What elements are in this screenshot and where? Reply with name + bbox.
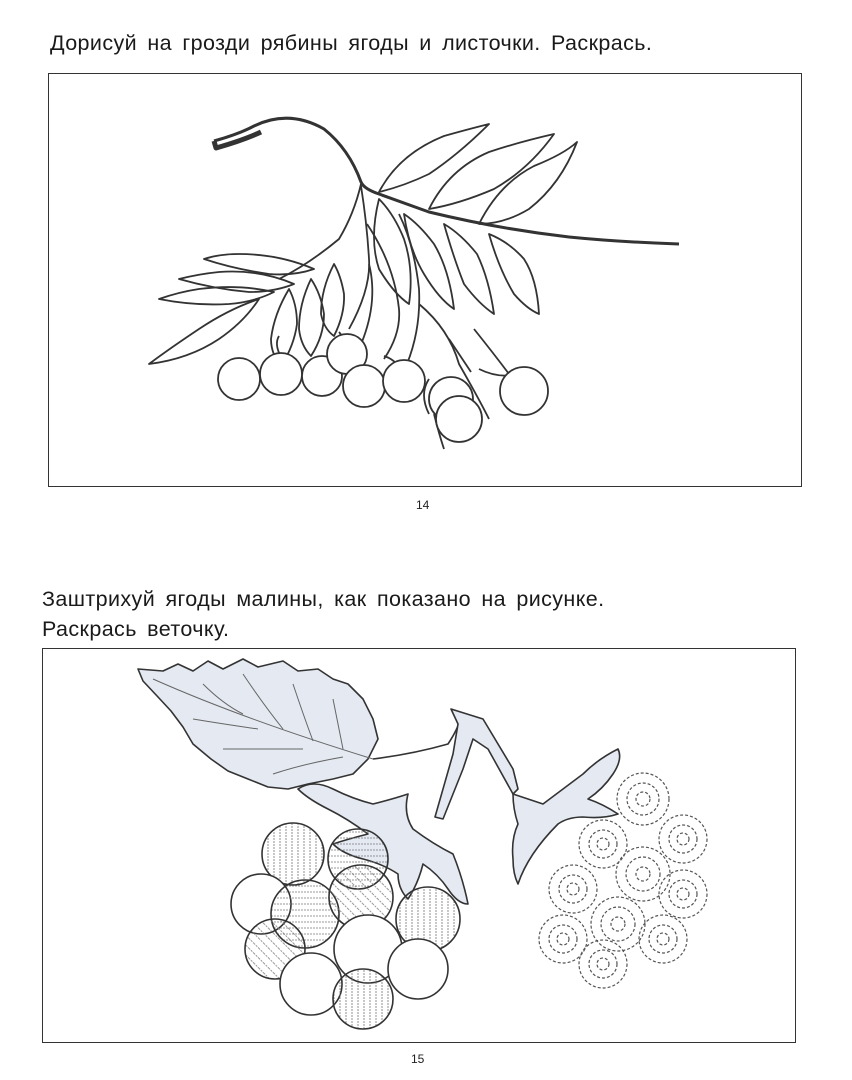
raspberry-illustration: [43, 649, 795, 1042]
drawing-frame-raspberry: [42, 648, 796, 1043]
instruction-line-2: Раскрась веточку.: [42, 617, 230, 641]
page-number-15: 15: [411, 1052, 425, 1066]
rowan-illustration: [49, 74, 801, 486]
drawing-frame-rowan: [48, 73, 802, 487]
instruction-raspberry: [42, 584, 604, 644]
page-number-14: 14: [416, 498, 430, 512]
instruction-line-1: Заштрихуй ягоды малины, как показано на рисунке.: [42, 587, 605, 611]
instruction-rowan: Дорисуй на грозди рябины ягоды и листочки. Раскрась.: [50, 31, 653, 55]
